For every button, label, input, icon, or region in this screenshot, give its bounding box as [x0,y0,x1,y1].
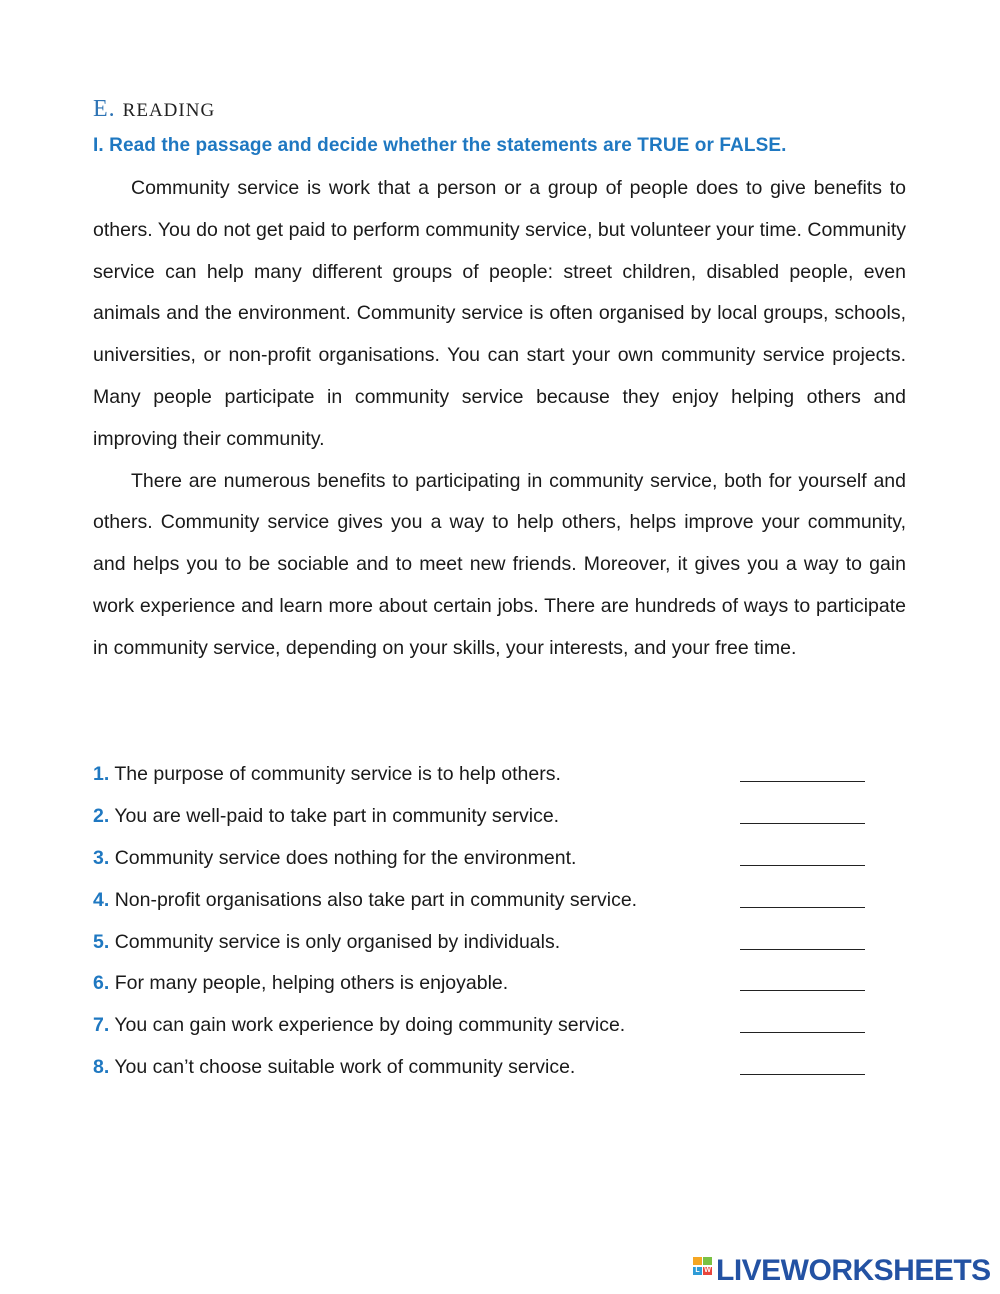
question-item [93,838,873,880]
answer-blank[interactable] [740,907,865,908]
question-number: 6. [93,972,110,995]
section-word: reading [122,92,216,122]
section-letter: E. [93,96,116,122]
question-text: Community service is only organised by individuals. [114,930,561,953]
question-item [93,922,873,964]
answer-blank[interactable] [740,865,865,866]
question-item [93,754,873,796]
logo-text: LIVEWORKSHEETS [716,1254,991,1287]
question-number: 3. [93,846,110,869]
liveworksheets-mark-icon: L W [693,1257,713,1285]
question-number: 1. [93,763,110,785]
question-number: 2. [93,804,110,827]
question-item [93,796,873,838]
answer-blank[interactable] [740,1032,865,1033]
question-number: 8. [93,1056,110,1079]
question-item [93,1005,873,1047]
reading-passage [93,168,906,670]
question-text: You are well-paid to take part in community service. [114,804,560,827]
liveworksheets-logo [693,1254,991,1288]
question-item [93,1047,873,1089]
section-heading [93,92,215,123]
question-text: Community service does nothing for the environment. [114,846,577,869]
passage-paragraph: Community service is work that a person or a group of people does to give benefits to others. You do not get paid to perform community service, but volunteer your time. Community service can help many different groups of people: street children, disabled people, even animals and the environment. Community service is often organised by local groups, schools, universities, or non-profit organisations. You can start your own community service projects. Many people participate in community service because they enjoy helping others and improving their community. [93,177,906,450]
question-text: You can’t choose suitable work of community service. [114,1056,576,1079]
question-number: 7. [93,1014,110,1037]
passage-paragraph: There are numerous benefits to participating in community service, both for yourself and others. Community service gives you a way to help others, helps improve your community, and helps you to be sociable and to meet new friends. Moreover, it gives you a way to gain work experience and learn more about certain jobs. There are hundreds of ways to participate in community service, depending on your skills, your interests, and your free time. [93,469,906,659]
question-item [93,880,873,922]
question-text: For many people, helping others is enjoyable. [114,972,509,995]
question-item [93,963,873,1005]
answer-blank[interactable] [740,1074,865,1075]
question-list [93,754,873,1089]
answer-blank[interactable] [740,781,865,782]
exercise-instruction: I. Read the passage and decide whether the statements are TRUE or FALSE. [93,135,787,156]
question-number: 4. [93,888,110,911]
question-number: 5. [93,930,110,953]
question-text: You can gain work experience by doing community service. [114,1014,626,1037]
answer-blank[interactable] [740,990,865,991]
question-text: The purpose of community service is to help others. [114,763,561,785]
answer-blank[interactable] [740,949,865,950]
answer-blank[interactable] [740,823,865,824]
question-text: Non-profit organisations also take part in community service. [114,888,638,911]
